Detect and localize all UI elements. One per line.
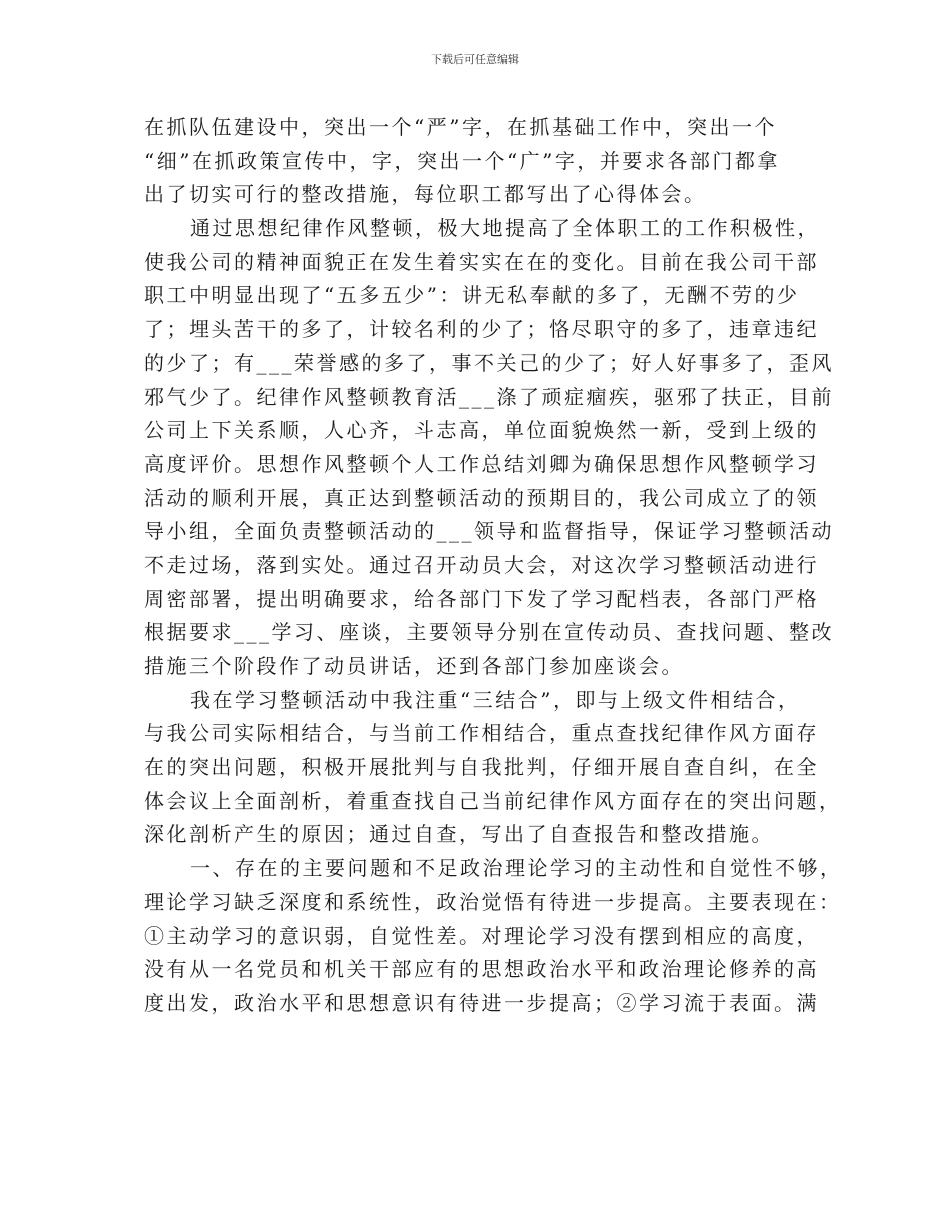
text-line: 公司上下关系顺，人心齐，斗志高，单位面貌焕然一新，受到上级的 xyxy=(144,418,819,443)
text-line: 没有从一名党员和机关干部应有的思想政治水平和政治理论修养的高 xyxy=(144,957,819,982)
paragraph-3 xyxy=(144,684,842,852)
text-line: 邪气少了。纪律作风整顿教育活___涤了顽症痼疾，驱邪了扶正，目前 xyxy=(144,384,834,409)
text-line: 措施三个阶段作了动员讲话，还到各部门参加座谈会。 xyxy=(144,654,684,678)
text-line: 理论学习缺乏深度和系统性，政治觉悟有待进一步提高。主要表现在： xyxy=(144,889,842,914)
text-line: 导小组，全面负责整顿活动的___领导和监督指导，保证学习整顿活动 xyxy=(144,519,834,544)
paragraph-4 xyxy=(144,852,843,1020)
text-line: 活动的顺利开展，真正达到整顿活动的预期目的，我公司成立了的领 xyxy=(144,485,819,510)
text-line: 不走过场，落到实处。通过召开动员大会，对这次学习整顿活动进行 xyxy=(144,552,819,577)
text-line: 深化剖析产生的原因；通过自查，写出了自查报告和整改措施。 xyxy=(144,822,774,847)
text-line: 与我公司实际相结合，与当前工作相结合，重点查找纪律作风方面存 xyxy=(144,721,819,746)
text-line: 周密部署，提出明确要求，给各部门下发了学习配档表，各部门严格 xyxy=(144,586,819,611)
text-line: 根据要求___学习、座谈，主要领导分别在宣传动员、查找问题、整改 xyxy=(144,620,834,645)
text-line: 体会议上全面剖析，着重查找自己当前纪律作风方面存在的突出问题， xyxy=(144,788,842,813)
text-line: 的少了；有___荣誉感的多了，事不关己的少了；好人好事多了，歪风 xyxy=(144,350,834,375)
text-line: 职工中明显出现了“五多五少”：讲无私奉献的多了，无酬不劳的少 xyxy=(144,283,800,308)
text-line: 在的突出问题，积极开展批判与自我批判，仔细开展自查自纠，在全 xyxy=(144,755,819,780)
text-line: “细”在抓政策宣传中，字，突出一个“广”字，并要求各部门都拿 xyxy=(144,148,780,173)
text-line: 我在学习整顿活动中我注重“三结合”，即与上级文件相结合， xyxy=(190,687,801,712)
document-body xyxy=(144,111,843,1021)
text-line: 了；埋头苦干的多了，计较名利的少了；恪尽职守的多了，违章违纪 xyxy=(144,317,819,342)
page-header: 下载后可任意编辑 xyxy=(431,53,519,66)
text-line: 在抓队伍建设中，突出一个“严”字，在抓基础工作中，突出一个 xyxy=(144,115,777,139)
text-line: 一、存在的主要问题和不足政治理论学习的主动性和自觉性不够， xyxy=(190,856,843,881)
paragraph-1 xyxy=(144,111,810,212)
text-line: 高度评价。思想作风整顿个人工作总结刘卿为确保思想作风整顿学习 xyxy=(144,451,819,476)
text-line: 通过思想纪律作风整顿，极大地提高了全体职工的工作积极性， xyxy=(190,216,820,241)
paragraph-2 xyxy=(144,212,834,684)
text-line: 使我公司的精神面貌正在发生着实实在在的变化。目前在我公司干部 xyxy=(144,249,819,274)
text-line: ①主动学习的意识弱，自觉性差。对理论学习没有摆到相应的高度， xyxy=(144,923,819,948)
text-line: 度出发，政治水平和思想意识有待进一步提高；②学习流于表面。满 xyxy=(144,990,819,1015)
text-line: 出了切实可行的整改措施，每位职工都写出了心得体会。 xyxy=(144,182,707,207)
